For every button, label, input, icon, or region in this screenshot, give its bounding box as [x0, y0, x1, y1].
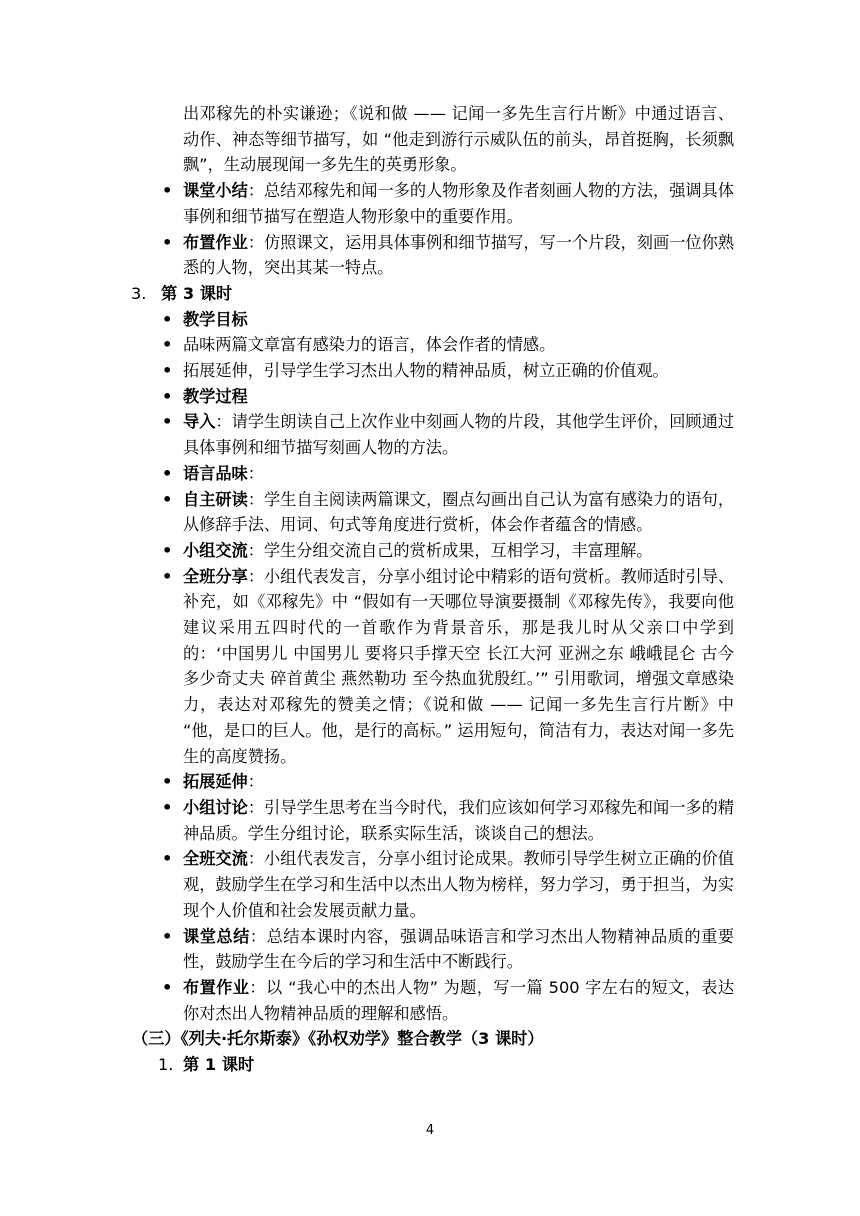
bullet-icon: •	[162, 386, 173, 406]
bullet-icon: •	[162, 797, 173, 817]
list-item: • 自主研读：学生自主阅读两篇课文，圈点勾画出自己认为富有感染力的语句，从修辞手法、用词、句式等角度进行赏析，体会作者蕴含的情感。	[0, 487, 860, 538]
page-number: 4	[425, 1123, 435, 1138]
list-item: • 小组讨论：引导学生思考在当今时代，我们应该如何学习邓稼先和闻一多的精神品质。学生分组讨论，联系实际生活，谈谈自己的想法。	[0, 795, 860, 846]
intro-paragraph: 出邓稼先的朴实谦逊；《说和做 —— 记闻一多先生言行片断》中通过语言、动作、神态等细节描写，如 “他走到游行示威队伍的前头，昂首挺胸，长须飘飘”，生动展现闻一多先生的英勇形象。	[183, 104, 734, 175]
bullet-icon: •	[162, 849, 173, 869]
list-item: • 品味两篇文章富有感染力的语言，体会作者的情感。	[0, 332, 860, 358]
bullet-icon: •	[162, 566, 173, 586]
list-item: • 教学目标	[0, 307, 860, 333]
bullet-icon: •	[162, 977, 173, 997]
list-item: • 导入：请学生朗读自己上次作业中刻画人物的片段，其他学生评价，回顾通过具体事例和细节描写刻画人物的方法。	[0, 409, 860, 460]
list-item: • 全班分享：小组代表发言，分享小组讨论中精彩的语句赏析。教师适时引导、补充，如《邓稼先》中 “假如有一天哪位导演要摄制《邓稼先传》，我要向他建议采用五四时代的一首歌作为背景音乐，那是我儿时从父亲口中学到的：‘中国男儿 中国男儿 要将只手撑天空 长江大河 亚洲之东 峨峨昆仑 古今多少奇丈夫 碎首黄尘 燕然勒功 至今热血犹殷红。’” 引用歌词，增强文章感染力，表达对邓稼先的赞美之情；《说和做 —— 记闻一多先生言行片断》中 “他，是口的巨人。他，是行的高标。” 运用短句，简洁有力，表达对闻一多先生的高度赞扬。	[0, 564, 860, 770]
bullet-icon: •	[162, 772, 173, 792]
list-item: • 课堂小结：总结邓稼先和闻一多的人物形象及作者刻画人物的方法，强调具体事例和细节描写在塑造人物形象中的重要作用。	[0, 178, 860, 229]
body-text	[0, 101, 860, 1078]
bullet-icon: •	[162, 489, 173, 509]
bullet-icon: •	[162, 232, 173, 252]
list-item: • 布置作业：以 “我心中的杰出人物” 为题，写一篇 500 字左右的短文，表达你对杰出人物精神品质的理解和感悟。	[0, 975, 860, 1026]
bullet-icon: •	[162, 540, 173, 560]
list-item: • 全班交流：小组代表发言，分享小组讨论成果。教师引导学生树立正确的价值观，鼓励学生在学习和生活中以杰出人物为榜样，努力学习，勇于担当，为实现个人价值和社会发展贡献力量。	[0, 846, 860, 923]
bullet-icon: •	[162, 335, 173, 355]
list-item: • 课堂总结：总结本课时内容，强调品味语言和学习杰出人物精神品质的重要性，鼓励学生在今后的学习和生活中不断践行。	[0, 924, 860, 975]
bullet-icon: •	[162, 463, 173, 483]
list-item: • 教学过程	[0, 384, 860, 410]
bullet-icon: •	[162, 361, 173, 381]
bullet-icon: •	[162, 309, 173, 329]
bullet-icon: •	[162, 412, 173, 432]
bullet-icon: •	[162, 181, 173, 201]
bullet-icon: •	[162, 926, 173, 946]
list-item: • 语言品味：	[0, 461, 860, 487]
list-item: • 小组交流：学生分组交流自己的赏析成果，互相学习，丰富理解。	[0, 538, 860, 564]
list-item: • 拓展延伸，引导学生学习杰出人物的精神品质，树立正确的价值观。	[0, 358, 860, 384]
list-item: • 布置作业：仿照课文，运用具体事例和细节描写，写一个片段，刻画一位你熟悉的人物，突出其某一特点。	[0, 230, 860, 281]
list-item: • 拓展延伸：	[0, 769, 860, 795]
section-heading: （三）《列夫·托尔斯泰》《孙权劝学》整合教学（3 课时）	[132, 1029, 544, 1049]
lesson-3-heading: 3. 第 3 课时	[131, 283, 233, 303]
lesson-1-heading: 1. 第 1 课时	[158, 1055, 255, 1075]
